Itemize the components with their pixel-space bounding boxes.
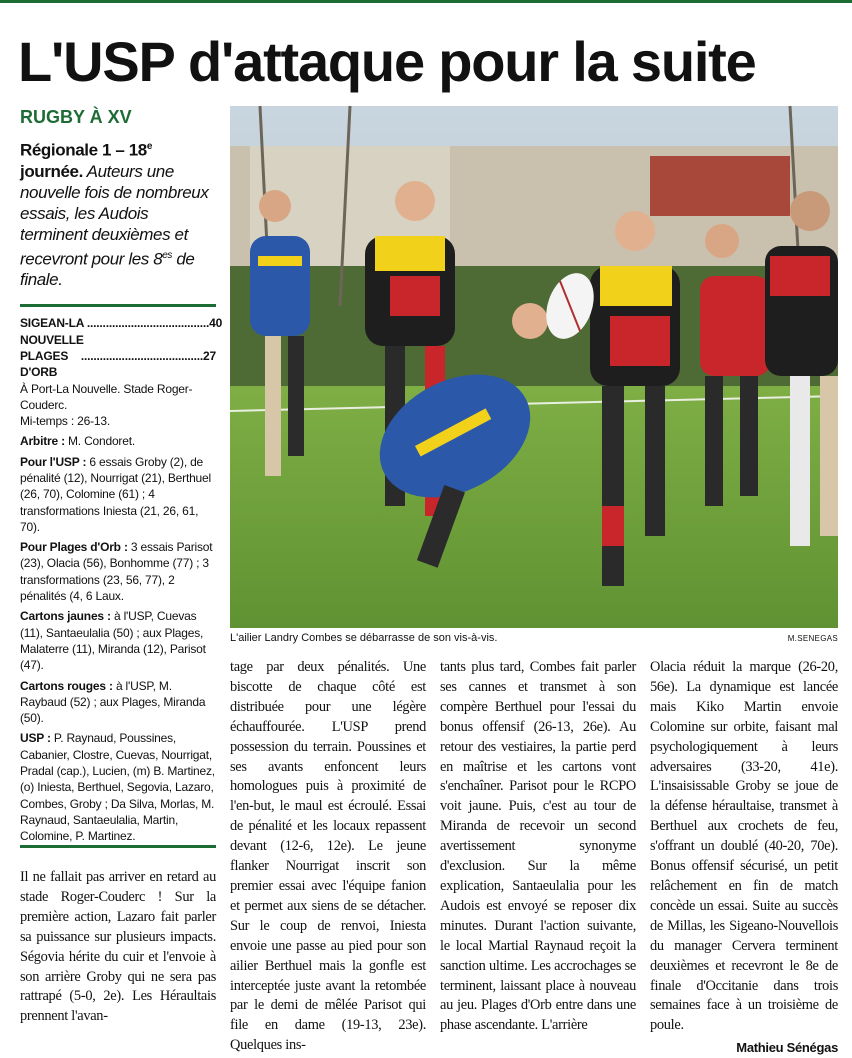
- usp-scorers: 6 essais Groby (2), de pénalité (12), Nourrigat (21), Berthuel (26, 70), Colomine (61) ; 4 transformations Iniesta (21, 26, 61, 70).: [20, 454, 211, 534]
- sidebar-rule: [20, 304, 216, 307]
- score-2: 27: [203, 348, 216, 363]
- article-text-1: Il ne fallait pas arriver en retard au stade Roger-Couderc ! Sur la première action, Lazaro fait parler sa puissance sur plusieurs impacts. Ségovia hérite du cuir et l'envoie à son arrière Groby qui ne sera pas rattrapé (5-0, 2e). Les Héraultais prennent l'avan-: [20, 869, 216, 1025]
- photo-credit: M.SENEGAS: [787, 634, 838, 643]
- referee: M. Condoret.: [64, 434, 135, 449]
- article-text-4: Olacia réduit la marque (26-20, 56e). La dynamique est lancée mais Kiko Martin envoie Colomine sur orbite, faisant mal psychologiquement à leurs adversaires (33-20, 41e). L'insaisissable Groby se joue de la défense héraultaise, transmet à Berthuel aux crochets de feu, s'offrant un doublé (40-20, 70e). Bonus offensif sécurisé, un petit relâchement en fin de match concède un essai. Suite au succès de Millas, les Sigeano-Nouvellois du manager Cervera terminent deuxièmes et recevront le 8e de finale d'Occitanie dans trois semaines face à un troisième de poule.: [650, 659, 838, 1034]
- lede-bold-sup: e: [146, 141, 152, 152]
- rugby-photo-illustration: [230, 106, 838, 628]
- photo-caption: [230, 630, 838, 648]
- score-line-1: [20, 315, 223, 348]
- article-column-4: [650, 658, 838, 1058]
- top-rule: [0, 0, 852, 3]
- score-line-2: [20, 348, 216, 381]
- red-cards-para: [20, 678, 216, 727]
- lede-italic-b: de finale.: [20, 249, 195, 290]
- article-column-2: [230, 658, 426, 1056]
- headline: L'USP d'attaque pour la suite: [18, 30, 756, 93]
- article-column-1: [20, 868, 216, 1027]
- halftime: Mi-temps : 26-13.: [20, 414, 110, 429]
- team-1: SIGEAN-LA NOUVELLE: [20, 316, 84, 347]
- body-rule: [20, 845, 216, 848]
- author-signature: Mathieu Sénégas: [736, 1040, 838, 1056]
- lineup-label: USP :: [20, 731, 51, 746]
- match-photo: [230, 106, 838, 628]
- referee-label: Arbitre :: [20, 434, 65, 449]
- lineup: P. Raynaud, Poussines, Cabanier, Clostre, Cuevas, Nourrigat, Pradal (cap.), Lucien, (m) B. Martinez, (o) Iniesta, Berthuel, Segovia, Lazaro, Combes, Groby ; Da Silva, Morlas, M. Raynaud, Santaeulalia, Martin, Colomine, P. Martinez.: [20, 731, 215, 844]
- lede-italic-a: Auteurs une nouvelle fois de nombreux essais, les Audois terminent deuxièmes et recevront pour les 8: [20, 161, 209, 269]
- yellow-label: Cartons jaunes :: [20, 609, 111, 624]
- article-text-2: tage par deux pénalités. Une biscotte de chaque côté est distribuée pour une légère échauffourée. L'USP prend possession du terrain. Poussines et ses avants enfoncent leurs homologues puis à proximité de l'en-but, le maul est écroulé. Essai de pénalité et les locaux repassent devant (12-6, 12e). Le jeune flanker Nourrigat inscrit son premier essai avec l'équipe fanion et permet aux siens de se détacher. Sur le coup de renvoi, Iniesta envoie une passe au pied pour son ailier Berthuel mais la gonfle est interceptée juste avant la retombée par le demi de mêlée Parisot qui file en dame (19-13, 23e). Quelques ins-: [230, 659, 426, 1054]
- lede-italic-sup: es: [162, 249, 173, 261]
- venue: À Port-La Nouvelle. Stade Roger-Couderc.: [20, 381, 193, 412]
- orb-scorers: 3 essais Parisot (23), Olacia (56), Bonhomme (77) ; 3 transformations (23, 56, 77), 2 pénalités (4, 6 Laux.: [20, 540, 213, 604]
- lineup-para: [20, 730, 216, 844]
- article-text-3: tants plus tard, Combes fait parler ses cannes et transmet à son compère Berthuel pour l'essai du bonus offensif (26-13, 26e). Au retour des vestiaires, la partie perd en maîtrise et les cartons vont s'enchaîner. Parisot pour le RCPO voit jaune. Puis, c'est au tour de Miranda de recevoir un second avertissement synonyme d'exclusion. Sur la même explication, Santaeulalia pour les Audois est envoyé se reposer dix minutes. Durant l'action suivante, le local Martial Raynaud reçoit la sanction ultime. Les accrochages se terminent, laissant place à nouveau au jeu. Plages d'Orb entre dans une phase ascendante. L'arrière: [440, 659, 636, 1034]
- rubric: RUGBY À XV: [20, 107, 132, 127]
- score-1: 40: [209, 316, 223, 331]
- sidebar: [20, 106, 223, 849]
- article-column-3: [440, 658, 636, 1036]
- lede-bold-a: Régionale 1 – 18: [20, 140, 147, 160]
- lede: [20, 136, 216, 290]
- caption-text: L'ailier Landry Combes se débarrasse de son vis-à-vis.: [230, 632, 498, 644]
- orb-label: Pour Plages d'Orb :: [20, 540, 128, 555]
- team-2: PLAGES D'ORB: [20, 348, 69, 380]
- yellow-cards-para: [20, 608, 216, 673]
- match-facts: [20, 315, 223, 844]
- red-label: Cartons rouges :: [20, 678, 113, 693]
- lede-bold-b: journée.: [20, 161, 83, 181]
- red-cards: à l'USP, M. Raybaud (52) ; aux Plages, Miranda (50).: [20, 678, 206, 726]
- dot-leader: .......................................: [80, 348, 204, 363]
- yellow-cards: à l'USP, Cuevas (11), Santaeulalia (50) ; aux Plages, Malaterre (11), Miranda (12), Parisot (47).: [20, 609, 206, 673]
- orb-scorers-para: [20, 539, 216, 604]
- usp-label: Pour l'USP :: [20, 454, 87, 469]
- usp-scorers-para: [20, 454, 216, 535]
- dot-leader: .......................................: [83, 316, 210, 331]
- referee-para: [20, 433, 216, 449]
